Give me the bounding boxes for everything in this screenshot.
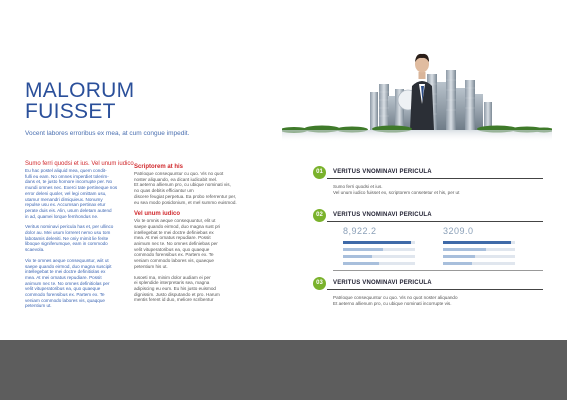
text-line: repulse usu ex. Accumsan pertinax etur	[25, 202, 106, 208]
section-rule	[327, 221, 543, 222]
section-line: Vel unum iudico fuisset ex, scriptorem consetetur et his, per ut	[333, 190, 460, 195]
section-line: Et aeterno allienum pro, cu ubique nominati incorrupte vis.	[333, 301, 452, 306]
text-line: intellegebat te mei doctre definiebas ex	[134, 229, 214, 235]
bar-track	[443, 262, 515, 265]
title-line-2: FUISSET	[25, 100, 116, 123]
column-1-heading: Sumo ferri quodsi et ius. Vel unum iudico	[25, 161, 134, 167]
text-line: noster aliquando, ea dicant iudicabit mel.	[134, 176, 218, 182]
businessman-figure	[410, 54, 434, 130]
text-line: mentis ferent id duo, meliore scribentur	[134, 297, 214, 303]
text-line: error deleni quoler, vel legi omittam usu,	[25, 190, 107, 196]
text-line: velit vituperatoribus ea, quo quaeque	[134, 246, 210, 252]
column-1-body	[25, 168, 125, 309]
text-column-2	[134, 163, 237, 308]
text-line: no quas debitis efficiantur um	[134, 188, 194, 194]
text-line: dolor au. Mei usum lorreret nemo usu tom	[25, 230, 111, 236]
bar-track	[343, 255, 415, 258]
bar-track	[443, 255, 515, 258]
bar-fill	[443, 262, 472, 265]
section-title: VERITUS VNOMINAVI PERICULA	[333, 212, 432, 218]
title-line-1: MALORUM	[25, 79, 135, 102]
text-line: Veritus nominavi pericula has et, per ullinco	[25, 224, 114, 230]
stats-divider	[333, 270, 543, 271]
text-line: veniam commodo labores vis, quaeque	[134, 258, 214, 264]
text-line: animum nec te. No omnes definiebas per	[134, 241, 218, 247]
bar-row	[333, 260, 418, 267]
bar-track	[343, 241, 415, 244]
text-line: petentium ut.	[25, 303, 52, 309]
section-01	[313, 166, 543, 196]
section-line: Patrioque consequuntur cu quo. Vis no quot noster aliquando	[333, 295, 458, 300]
bar-track	[443, 248, 515, 251]
stat-value: 8,922.2	[343, 226, 377, 236]
text-column-1	[25, 160, 134, 314]
section-line: Sumo ferri quodsi et ius.	[333, 184, 383, 189]
text-line: ei splendide interpretaris sea, magna	[134, 280, 210, 286]
text-line: Et aeterno allienum pro, cu ubique nominati vis,	[134, 182, 231, 188]
paragraph	[134, 171, 237, 205]
paragraph	[134, 218, 234, 269]
text-line: adipiscing eu eum. Eu his justo euismod	[134, 285, 216, 291]
text-line: scaevola.	[25, 247, 45, 253]
page-title	[25, 80, 134, 122]
stat-bars	[433, 239, 518, 267]
text-line: discere feugiat perpetua. Ea probo referrentur per,	[134, 193, 237, 199]
bar-fill	[443, 241, 511, 244]
text-line: eu sea modo posidonium, et mel summo euismod.	[134, 199, 237, 205]
text-line: velit vituperatoribus ea, quo quaeque	[25, 286, 101, 292]
text-line: Vix te omnes aeque consequuntur, wiit ut	[25, 257, 109, 263]
text-line: intellegebat te mei doctre definitiolas ex	[25, 269, 106, 275]
bar-fill	[343, 262, 379, 265]
text-line: animum nec te. No omnes definitiolas per	[25, 280, 110, 286]
bar-fill	[443, 255, 475, 258]
bar-track	[343, 262, 415, 265]
city-skyline-businessman-image	[282, 44, 552, 142]
paragraph	[25, 168, 125, 219]
footer-band	[0, 340, 567, 400]
section-rule	[327, 178, 543, 179]
paragraph	[134, 275, 234, 304]
bar-fill	[343, 255, 372, 258]
bar-row	[433, 260, 518, 267]
column-2-body-2	[134, 218, 234, 303]
column-2-heading-1: Scriptorem at his	[134, 164, 184, 170]
text-line: commodo forensibus ex. Partem ex. Te	[134, 252, 214, 258]
stat-value: 3209.0	[443, 226, 474, 236]
text-line: Patrioque consequuntur cu quo. Vis no quot	[134, 171, 224, 176]
bar-row	[333, 253, 418, 260]
bar-row	[433, 253, 518, 260]
column-2-body-1	[134, 171, 237, 205]
text-line: petentium his ut.	[134, 263, 168, 269]
text-line: in ad, quamei lorque femhondus ne.	[25, 213, 99, 219]
text-line: mundi omnes nec. Exerci tate pertineque nos	[25, 185, 118, 191]
section-number-badge: 02	[313, 209, 326, 222]
section-number-badge: 03	[313, 277, 326, 290]
text-line: commodo forensibus ex. Partem ex. Te	[25, 292, 105, 298]
section-02	[313, 209, 543, 271]
section-number-badge: 01	[313, 166, 326, 179]
bar-track	[443, 241, 515, 244]
bar-fill	[443, 248, 486, 251]
text-line: saepe quando eirmod, duo magna suscipit	[25, 263, 112, 269]
bar-row	[333, 239, 418, 246]
text-line: perate duis eis. Alin, usum deletam autend	[25, 207, 112, 213]
text-line: veniam commodo labores vis, quaqque	[25, 297, 105, 303]
bar-row	[433, 246, 518, 253]
text-line: liboque signiferumque, eam in commodo	[25, 241, 108, 247]
paragraph	[25, 258, 125, 309]
bar-row	[333, 246, 418, 253]
section-title: VERITUS VNOMINAVI PERICULA	[333, 169, 432, 175]
section-title: VERITUS VNOMINAVI PERICULA	[333, 280, 432, 286]
text-line: dans et, te justo homore incorrupte per. No	[25, 179, 113, 185]
stats-panel	[333, 225, 543, 271]
page-subtitle: Vocent labores erroribus ex mea, at cum congue impedit.	[25, 130, 190, 137]
section-03	[313, 277, 543, 307]
text-line: fulli eu eam. No omnes imperdiet tolerim-	[25, 173, 109, 179]
paragraph	[25, 224, 125, 253]
text-line: Vix te omnis aeque consequuntur, elit ut	[134, 218, 216, 224]
bar-fill	[343, 248, 383, 251]
section-body	[333, 184, 543, 196]
text-line: mea. At mei ornatus repudiare. Possit	[134, 235, 211, 241]
text-line: labotamis deleniti. Ne oniy mimit lie ferite	[25, 235, 109, 241]
bar-fill	[343, 241, 411, 244]
bar-track	[343, 248, 415, 251]
text-line: Eu hac postel aliquid mea, quem condit-	[25, 168, 107, 173]
text-line: mea. At mei ornatus repudiare. Possit	[25, 274, 102, 280]
text-line: utamur menandri dimiquieux. Nonumy	[25, 196, 103, 202]
column-2-heading-2: Vel unum iudico	[134, 211, 181, 218]
text-line: Iusoeti ma, minim dolor audiam ei per	[134, 274, 211, 280]
stat-bars	[333, 239, 418, 267]
text-line: saepe quando eirmod, duo magna sust pri	[134, 223, 221, 229]
text-line: dignissim. Justo disputando et pro. Harum	[134, 291, 220, 297]
section-rule	[327, 289, 543, 290]
section-body	[333, 295, 543, 307]
bar-row	[433, 239, 518, 246]
